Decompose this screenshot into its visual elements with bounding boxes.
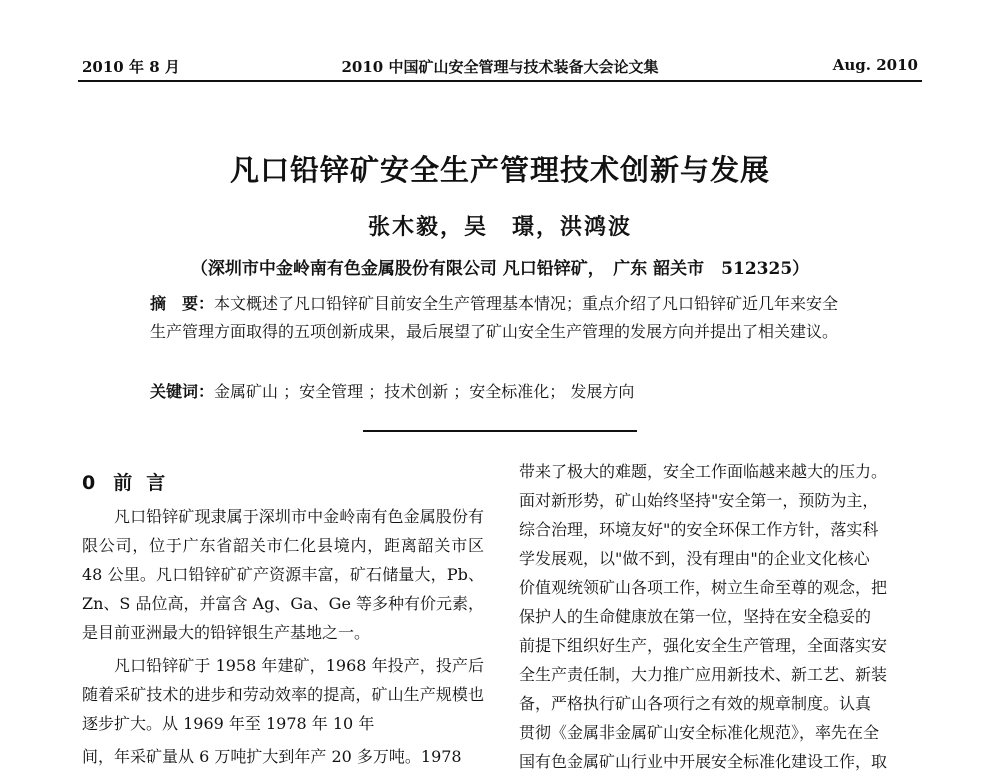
keywords (150, 378, 850, 406)
right-text-line: 面对新形势，矿山始终坚持"安全第一，预防为主， (519, 491, 879, 510)
keywords-label: 关键词： (150, 382, 215, 401)
running-header (78, 50, 922, 82)
right-column (519, 457, 921, 776)
left-partial-line: 间，年采矿量从 6 万吨扩大到年产 20 多万吨。1978 (82, 747, 462, 766)
right-text-line: 全生产责任制，大力推广应用新技术、新工艺、新装 (519, 665, 888, 684)
intro-paragraph-2: 凡口铅锌矿于 1958 年建矿，1968 年投产，投产后随着采矿技术的进步和劳动效率的提高，矿山生产规模也逐步扩大。从 1969 年至 1978 年 10 年 (82, 656, 484, 733)
right-text-line: 贯彻《金属非金属矿山安全标准化规范》，率先在全 (519, 723, 880, 742)
right-text-line: 综合治理，环境友好"的安全环保工作方针，落实科 (519, 520, 879, 539)
left-column (82, 457, 484, 771)
right-text-line: 学发展观，以"做不到，没有理由"的企业文化核心 (519, 549, 870, 568)
right-text-line: 保护人的生命健康放在第一位，坚持在安全稳妥的 (519, 607, 872, 626)
section-title: 前言 (113, 472, 180, 494)
keywords-text: 金属矿山 ；安全管理 ；技术创新 ；安全标准化； 发展方向 (214, 382, 635, 401)
header-proceedings-title: 2010 中国矿山安全管理与技术装备大会论文集 (341, 58, 659, 76)
paper-title: 凡口铅锌矿安全生产管理技术创新与发展 (229, 153, 770, 187)
section-heading (82, 469, 484, 502)
header-date-en: Aug. 2010 (832, 56, 918, 74)
intro-paragraph-1: 凡口铅锌矿现隶属于深圳市中金岭南有色金属股份有限公司，位于广东省韶关市仁化县境内，距离韶关市区 48 公里。凡口铅锌矿矿产资源丰富，矿石储量大，Pb、Zn、S 品位高，并富含 Ag、Ga、Ge 等多种有价元素，是目前亚洲最大的铅锌银生产基地之一。 (82, 507, 485, 642)
header-date: 2010 年 8 月 (82, 58, 180, 76)
section-number: 0 (82, 472, 96, 494)
authors: 张木毅，吴 璟，洪鸿波 (367, 214, 632, 240)
header-rule (78, 80, 922, 82)
abstract-separator (363, 430, 637, 432)
abstract (150, 290, 850, 346)
right-text-line: 带来了极大的难题，安全工作面临越来越大的压力。 (519, 462, 888, 481)
right-text-line: 前提下组织好生产，强化安全生产管理，全面落实安 (519, 636, 888, 655)
abstract-label: 摘 要： (150, 294, 215, 313)
right-text-line: 备，严格执行矿山各项行之有效的规章制度。认真 (519, 694, 872, 713)
right-partial-line: 国有色金属矿山行业中开展安全标准化建设工作，取 (519, 752, 888, 771)
abstract-text: 本文概述了凡口铅锌矿目前安全生产管理基本情况；重点介绍了凡口铅锌矿近几年来安全生产管理方面取得的五项创新成果，最后展望了矿山安全生产管理的发展方向并提出了相关建议。 (150, 294, 839, 341)
affiliation: （深圳市中金岭南有色金属股份有限公司 凡口铅锌矿， 广东 韶关市 512325） (190, 259, 810, 279)
right-text-line: 价值观统领矿山各项工作，树立生命至尊的观念，把 (519, 578, 888, 597)
